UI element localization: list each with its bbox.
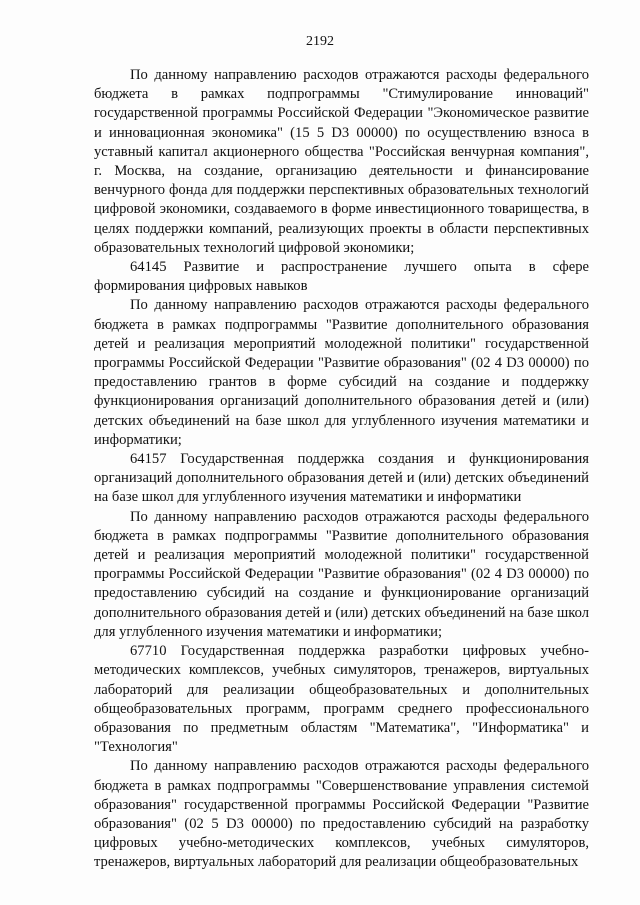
paragraph-1: По данному направлению расходов отражаются расходы федерального бюджета в рамках подпрограммы "Стимулирование инноваций" государственной программы Российской Федерации "Экономическое развитие и инновационная экономика" (15 5 D3 00000) по осуществлению взноса в уставный капитал акционерного общества "Российская венчурная компания", г. Москва, на создание, организацию деятельности и финансирование венчурного фонда для поддержки перспективных образовательных технологий цифровой экономики, создаваемого в форме инвестиционного товарищества, в целях поддержки компаний, реализующих проекты в области перспективных образовательных технологий цифровой экономики; <box>94 67 589 256</box>
paragraph-3: По данному направлению расходов отражаются расходы федерального бюджета в рамках подпрограммы "Развитие дополнительного образования детей и реализация мероприятий молодежной политики" государственной программы Российской Федерации "Развитие образования" (02 4 D3 00000) по предоставлению грантов в форме субсидий на создание и поддержку функционирования организаций дополнительного образования детей и (или) детских объединений на базе школ для углубленного изучения математики и информатики; <box>94 297 589 448</box>
document-body <box>94 66 589 873</box>
paragraph-4-heading-64157: 64157 Государственная поддержка создания и функционирования организаций дополнительного образования детей и (или) детских объединений на базе школ для углубленного изучения математики и информатики <box>94 451 589 506</box>
paragraph-7: По данному направлению расходов отражаются расходы федерального бюджета в рамках подпрограммы "Совершенствование управления системой образования" государственной программы Российской Федерации "Развитие образования" (02 5 D3 00000) по предоставлению субсидий на разработку цифровых учебно-методических комплексов, учебных симуляторов, тренажеров, виртуальных лабораторий для реализации общеобразовательных <box>94 758 589 871</box>
paragraph-6-heading-67710: 67710 Государственная поддержка разработки цифровых учебно-методических комплексов, учебных симуляторов, тренажеров, виртуальных лабораторий для реализации общеобразовательных и дополнительных общеобразовательных программ, программ среднего профессионального образования по предметным областям "Математика", "Информатика" и "Технология" <box>94 643 589 756</box>
page-number: 2192 <box>306 34 334 49</box>
paragraph-2-heading-64145: 64145 Развитие и распространение лучшего опыта в сфере формирования цифровых навыков <box>94 259 589 295</box>
paragraph-5: По данному направлению расходов отражаются расходы федерального бюджета в рамках подпрограммы "Развитие дополнительного образования детей и реализация мероприятий молодежной политики" государственной программы Российской Федерации "Развитие образования" (02 4 D3 00000) по предоставлению субсидий на создание и функционирование организаций дополнительного образования детей и (или) детских объединений на базе школ для углубленного изучения математики и информатики; <box>94 508 589 640</box>
